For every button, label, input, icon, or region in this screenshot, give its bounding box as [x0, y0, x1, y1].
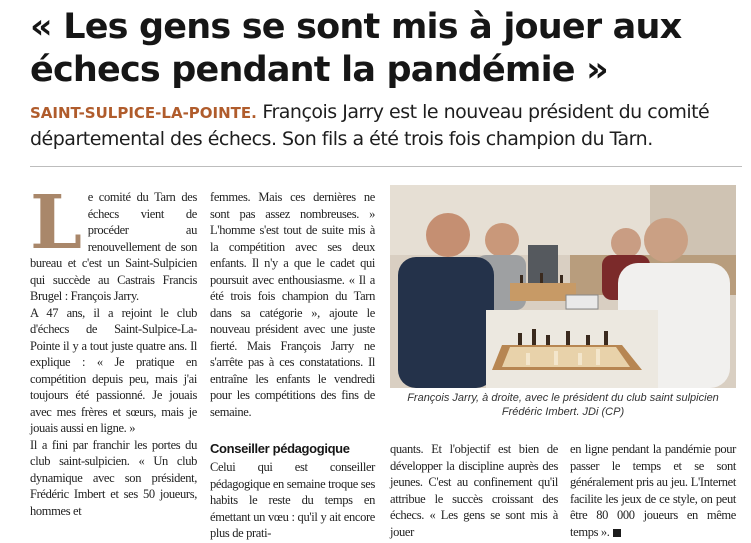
standfirst-text: François Jarry est le nouveau président du comité départemental des échecs. Son fils a été trois fois champion du Tarn. [30, 101, 710, 150]
separator-rule [30, 166, 742, 167]
subheading: Conseiller pédagogique [210, 441, 350, 456]
paragraph-5: Celui qui est conseiller pédagogique en semaine troque ses habits le reste du temps en émettant un vœu : qu'il y ait encore plus de prati- [210, 460, 375, 540]
paragraph-6: quants. Et l'objectif est bien de développer la discipline auprès des jeunes. C'est au confinement qu'il attribue le succès croissant des échecs. « Les gens se sont mis à jouer [390, 442, 558, 539]
column-1 [30, 180, 197, 519]
paragraph-7 [570, 441, 736, 540]
paragraph-4: femmes. Mais ces dernières ne sont pas assez nombreuses. » L'homme s'est tout de suite mis à la compétition avec ses deux enfants. Il n'y a que le cadet qui poursuit avec enthousiasme. « Il a été trois fois champion du Tarn dans sa catégorie », ajoute le nouveau président avec une juste fierté. Mais François Jarry ne s'arrête pas à ces constatations. Il entraîne les enfants le vendredi pour les compétitions des fins de semaine. [210, 190, 375, 419]
paragraph-1-text: e comité du Tarn des échecs vient de procéder au renouvellement de son bureau et c'est un Saint-Sulpicien qui succède au Castrais Francis Brugel : François Jarry. [30, 190, 197, 303]
headline: « Les gens se sont mis à jouer aux échecs pendant la pandémie » [30, 7, 682, 90]
photo-caption: François Jarry, à droite, avec le président du club saint sulpicien Frédéric Imbert. JDi (CP) [407, 392, 719, 418]
column-2 [210, 189, 375, 420]
end-mark-icon [613, 529, 621, 537]
place-name: SAINT-SULPICE-LA-POINTE. [30, 104, 257, 122]
column-3 [390, 441, 558, 540]
chess-players-photo-icon [390, 185, 736, 388]
column-2-lower [210, 441, 375, 542]
paragraph-7-text: en ligne pendant la pandémie pour passer le temps et se sont généralement pris au jeu. L'Internet facilite les jeux de ce style, on peut être 80 000 joueurs en même temps ». [570, 442, 736, 539]
paragraph-1 [30, 180, 197, 305]
article-photo [390, 185, 736, 388]
paragraph-3: Il a fini par franchir les portes du club saint-sulpicien. « Un club dynamique avec son président, Frédéric Imbert et ses 50 joueurs, hommes et [30, 437, 197, 518]
column-4 [570, 441, 736, 540]
standfirst [30, 99, 720, 152]
drop-cap: L [30, 180, 82, 266]
paragraph-2: A 47 ans, il a rejoint le club d'échecs de Saint-Sulpice-La-Pointe il y a tout juste quatre ans. Il explique : « Je pratique en compétition depuis peu, mais j'ai toujours été passionné. Je jouais avec mes frères et sœurs, mais je jouais aussi en ligne. » [30, 305, 197, 435]
